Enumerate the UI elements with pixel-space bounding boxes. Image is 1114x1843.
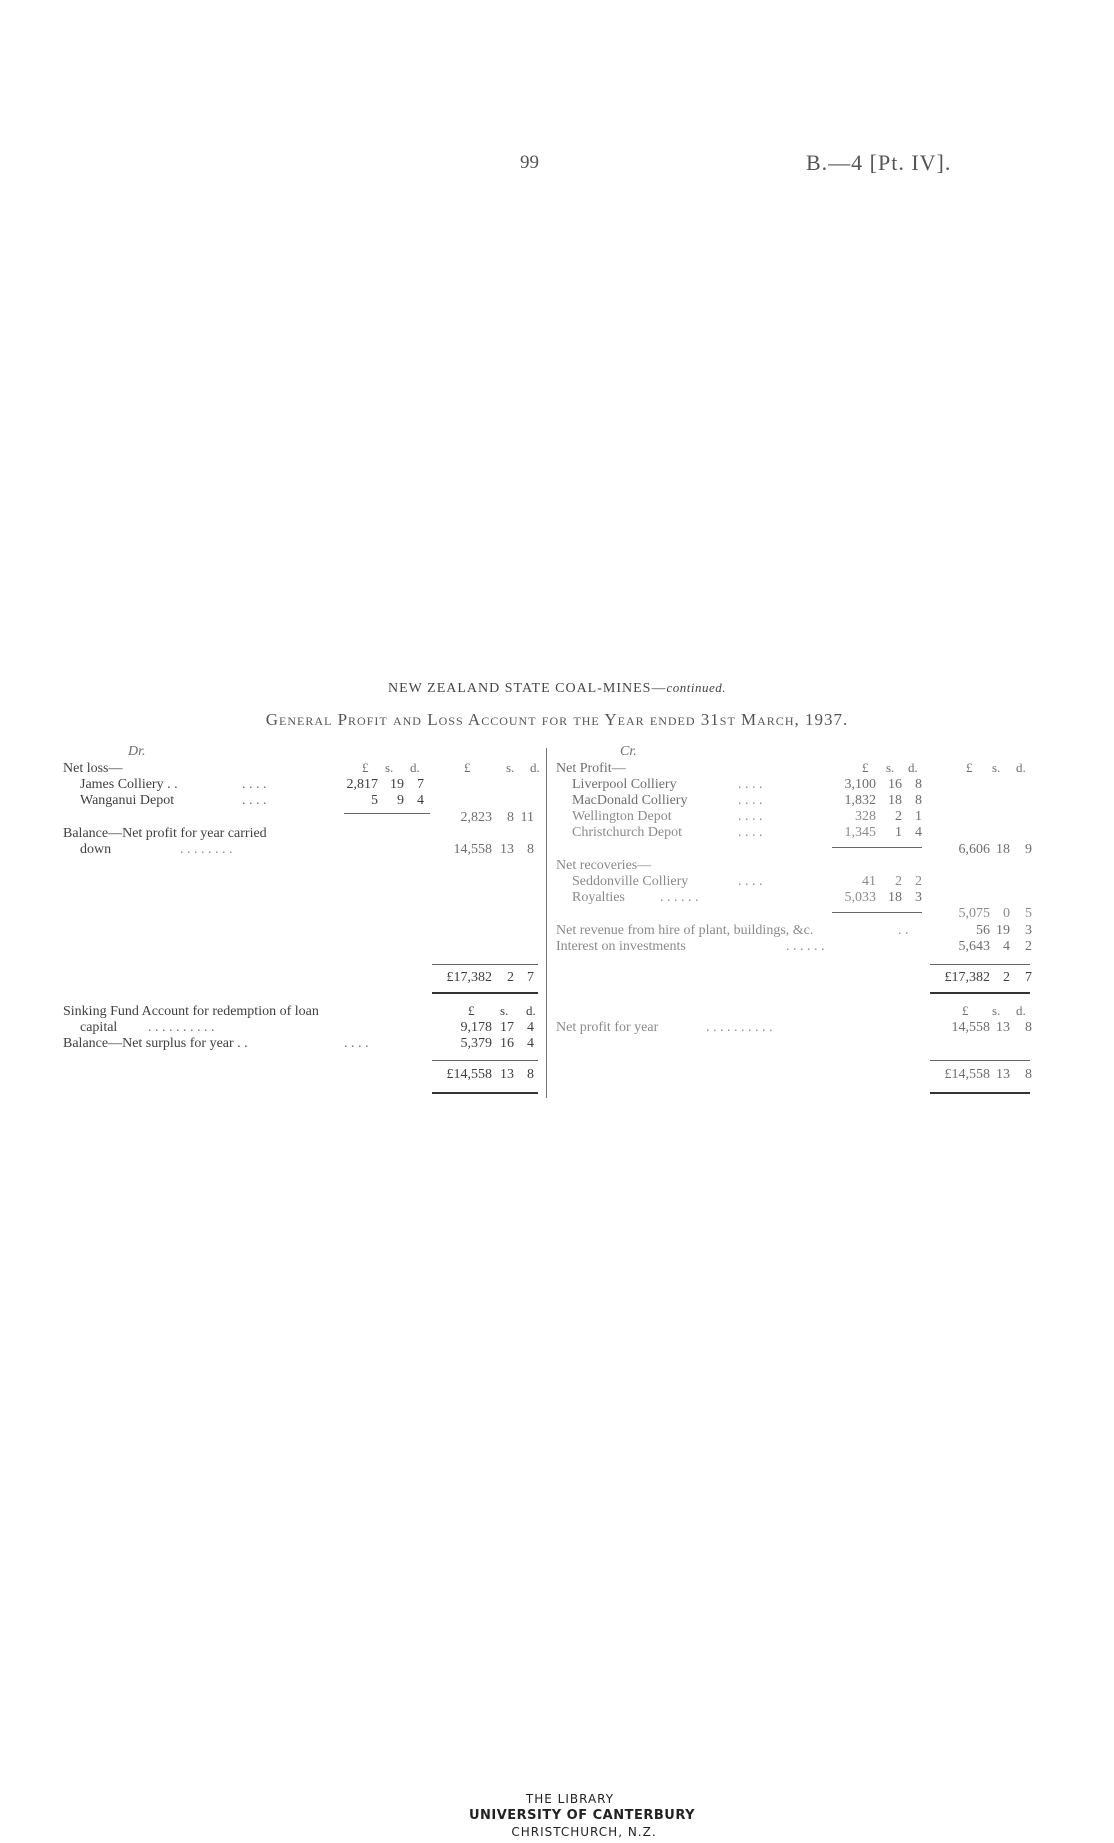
dr2-total-shillings: 13 xyxy=(500,1067,514,1082)
dr-net-loss-total-pence: 11 xyxy=(520,810,534,825)
cr-profit-item-leaders: . . . . xyxy=(738,809,763,824)
cr-profit-item-label: Wellington Depot xyxy=(572,809,672,824)
cr-recovery-item-leaders: . . . . . . xyxy=(660,890,699,905)
cr-profit-total-pounds: 6,606 xyxy=(958,842,990,857)
dr-balance-label-2: down xyxy=(80,842,112,857)
dr2-sinking-pounds: 9,178 xyxy=(460,1020,492,1035)
cr-recovery-item-shillings: 2 xyxy=(895,874,902,889)
dr-col-s-2: s. xyxy=(506,760,515,775)
cr2-net-profit-leaders: . . . . . . . . . . xyxy=(706,1020,773,1035)
cr-profit-item-shillings: 16 xyxy=(888,777,902,792)
cr-recovery-item-pence: 3 xyxy=(915,890,922,905)
cr2-col-s: s. xyxy=(992,1003,1001,1018)
cr-profit-item-shillings: 18 xyxy=(888,793,902,808)
cr-profit-item-pounds: 1,345 xyxy=(844,825,876,840)
cr-hire-pence: 3 xyxy=(1025,923,1032,938)
dr-side-heading: Dr. xyxy=(128,744,146,759)
cr2-total-pence: 8 xyxy=(1025,1067,1032,1082)
cr-profit-total-pence: 9 xyxy=(1025,842,1032,857)
cr-recoveries-total-pounds: 5,075 xyxy=(958,906,990,921)
cr-total-pence: 7 xyxy=(1025,970,1032,985)
cr-profit-item-pence: 4 xyxy=(915,825,922,840)
document-reference: B.—4 [Pt. IV]. xyxy=(806,150,952,175)
dr-item-shillings: 19 xyxy=(390,777,404,792)
dr2-surplus-leaders: . . . . xyxy=(344,1036,369,1051)
dr2-col-pound: £ xyxy=(468,1003,475,1018)
cr-recovery-item-pounds: 41 xyxy=(862,874,876,889)
double-rule xyxy=(930,992,1030,994)
cr-hire-leaders: . . xyxy=(898,923,909,938)
dr2-sinking-label-2: capital xyxy=(80,1020,118,1035)
double-rule xyxy=(432,1092,538,1094)
cr2-total-pounds: £14,558 xyxy=(944,1067,990,1082)
cr-col-d-2: d. xyxy=(1016,760,1026,775)
dr2-sinking-pence: 4 xyxy=(527,1020,534,1035)
dr-total-pounds: £17,382 xyxy=(446,970,492,985)
cr-total-shillings: 2 xyxy=(1003,970,1010,985)
cr-profit-total-shillings: 18 xyxy=(996,842,1010,857)
section-title xyxy=(0,680,1114,697)
dr2-surplus-label: Balance—Net surplus for year . . xyxy=(63,1036,248,1051)
cr-profit-item-pounds: 1,832 xyxy=(844,793,876,808)
page-number: 99 xyxy=(520,152,539,173)
cr-net-profit-label: Net Profit— xyxy=(556,761,626,776)
double-rule xyxy=(930,1092,1030,1094)
cr-profit-item-label: Christchurch Depot xyxy=(572,825,683,840)
cr-profit-item-pence: 1 xyxy=(915,809,922,824)
cr2-net-profit-shillings: 13 xyxy=(996,1020,1010,1035)
cr-hire-shillings: 19 xyxy=(996,923,1010,938)
cr-hire-pounds: 56 xyxy=(976,923,990,938)
cr-total-pounds: £17,382 xyxy=(944,970,990,985)
dr-balance-shillings: 13 xyxy=(500,842,514,857)
dr-col-d-1: d. xyxy=(410,760,420,775)
dr-item-pence: 7 xyxy=(417,777,424,792)
dr2-sinking-leaders: . . . . . . . . . . xyxy=(148,1020,215,1035)
dr2-surplus-pence: 4 xyxy=(527,1036,534,1051)
cr-recoveries-label: Net recoveries— xyxy=(556,858,652,873)
dr-net-loss-total-shillings: 8 xyxy=(507,810,514,825)
dr-col-pound-1: £ xyxy=(362,760,369,775)
dr-item-pounds: 5 xyxy=(371,793,378,808)
dr2-sinking-shillings: 17 xyxy=(500,1020,514,1035)
dr-item-label: Wanganui Depot xyxy=(80,793,175,808)
dr-item-leaders: . . . . xyxy=(242,793,267,808)
cr-profit-item-label: MacDonald Colliery xyxy=(572,793,688,808)
cr-recoveries-total-pence: 5 xyxy=(1025,906,1032,921)
dr-balance-label-1: Balance—Net profit for year carried xyxy=(63,826,267,841)
cr2-col-pound: £ xyxy=(962,1003,969,1018)
dr-item-shillings: 9 xyxy=(397,793,404,808)
cr-profit-item-pence: 8 xyxy=(915,793,922,808)
cr2-total-shillings: 13 xyxy=(996,1067,1010,1082)
cr-side-heading: Cr. xyxy=(620,744,637,759)
section-title-continued: continued. xyxy=(666,680,726,695)
total-rule xyxy=(432,964,538,965)
dr2-surplus-shillings: 16 xyxy=(500,1036,514,1051)
dr-balance-pounds: 14,558 xyxy=(453,842,492,857)
section-title-main: NEW ZEALAND STATE COAL-MINES— xyxy=(388,681,667,696)
dr-net-loss-total-pounds: 2,823 xyxy=(460,810,492,825)
cr-col-s-1: s. xyxy=(886,760,895,775)
cr-profit-item-pounds: 328 xyxy=(855,809,876,824)
dr2-col-s: s. xyxy=(500,1003,509,1018)
total-rule xyxy=(432,1060,538,1061)
cr-recovery-item-pounds: 5,033 xyxy=(844,890,876,905)
cr-profit-item-label: Liverpool Colliery xyxy=(572,777,677,792)
dr-item-label: James Colliery . . xyxy=(80,777,178,792)
cr-profit-item-pounds: 3,100 xyxy=(844,777,876,792)
cr-recovery-item-pence: 2 xyxy=(915,874,922,889)
cr2-net-profit-pence: 8 xyxy=(1025,1020,1032,1035)
cr-profit-item-leaders: . . . . xyxy=(738,793,763,808)
cr2-net-profit-pounds: 14,558 xyxy=(951,1020,990,1035)
cr-col-s-2: s. xyxy=(992,760,1001,775)
column-divider xyxy=(546,748,547,1098)
subtotal-rule xyxy=(344,813,430,814)
cr-col-pound-2: £ xyxy=(966,760,973,775)
library-stamp-line2: UNIVERSITY OF CANTERBURY xyxy=(468,1808,696,1823)
library-stamp-line1: THE LIBRARY xyxy=(525,1792,615,1806)
dr-net-loss-label: Net loss— xyxy=(63,761,123,776)
dr-col-s-1: s. xyxy=(385,760,394,775)
dr-balance-leaders: . . . . . . . . xyxy=(180,842,233,857)
cr-interest-label: Interest on investments xyxy=(556,939,686,954)
cr-profit-item-shillings: 1 xyxy=(895,825,902,840)
cr-profit-item-shillings: 2 xyxy=(895,809,902,824)
dr-total-pence: 7 xyxy=(527,970,534,985)
dr-balance-pence: 8 xyxy=(527,842,534,857)
cr-profit-item-leaders: . . . . xyxy=(738,825,763,840)
dr-col-pound-2: £ xyxy=(464,760,471,775)
dr2-total-pence: 8 xyxy=(527,1067,534,1082)
cr-interest-pence: 2 xyxy=(1025,939,1032,954)
total-rule xyxy=(930,964,1030,965)
cr2-col-d: d. xyxy=(1016,1003,1026,1018)
double-rule xyxy=(432,992,538,994)
cr-col-d-1: d. xyxy=(908,760,918,775)
cr-interest-shillings: 4 xyxy=(1003,939,1010,954)
cr2-net-profit-label: Net profit for year xyxy=(556,1020,659,1035)
dr-item-pounds: 2,817 xyxy=(346,777,378,792)
dr-item-pence: 4 xyxy=(417,793,424,808)
cr-recovery-item-label: Royalties xyxy=(572,890,625,905)
cr-profit-item-leaders: . . . . xyxy=(738,777,763,792)
cr-interest-leaders: . . . . . . xyxy=(786,939,825,954)
cr-interest-pounds: 5,643 xyxy=(958,939,990,954)
cr-recovery-item-label: Seddonville Colliery xyxy=(572,874,689,889)
library-stamp-line3: CHRISTCHURCH, N.Z. xyxy=(511,1825,657,1839)
cr-recoveries-total-shillings: 0 xyxy=(1003,906,1010,921)
dr2-surplus-pounds: 5,379 xyxy=(460,1036,492,1051)
dr-col-d-2: d. xyxy=(530,760,540,775)
dr2-sinking-label-1: Sinking Fund Account for redemption of loan xyxy=(63,1004,319,1019)
dr-total-shillings: 2 xyxy=(507,970,514,985)
total-rule xyxy=(930,1060,1030,1061)
dr2-total-pounds: £14,558 xyxy=(446,1067,492,1082)
account-subtitle: General Profit and Loss Account for the Year ended 31st March, 1937. xyxy=(265,710,849,729)
cr-recovery-item-leaders: . . . . xyxy=(738,874,763,889)
dr2-col-d: d. xyxy=(526,1003,536,1018)
dr-item-leaders: . . . . xyxy=(242,777,267,792)
subtotal-rule xyxy=(832,912,922,913)
subtotal-rule xyxy=(832,847,922,848)
cr-recovery-item-shillings: 18 xyxy=(888,890,902,905)
cr-hire-label: Net revenue from hire of plant, buildings, &c. xyxy=(556,923,814,938)
cr-col-pound-1: £ xyxy=(862,760,869,775)
cr-profit-item-pence: 8 xyxy=(915,777,922,792)
